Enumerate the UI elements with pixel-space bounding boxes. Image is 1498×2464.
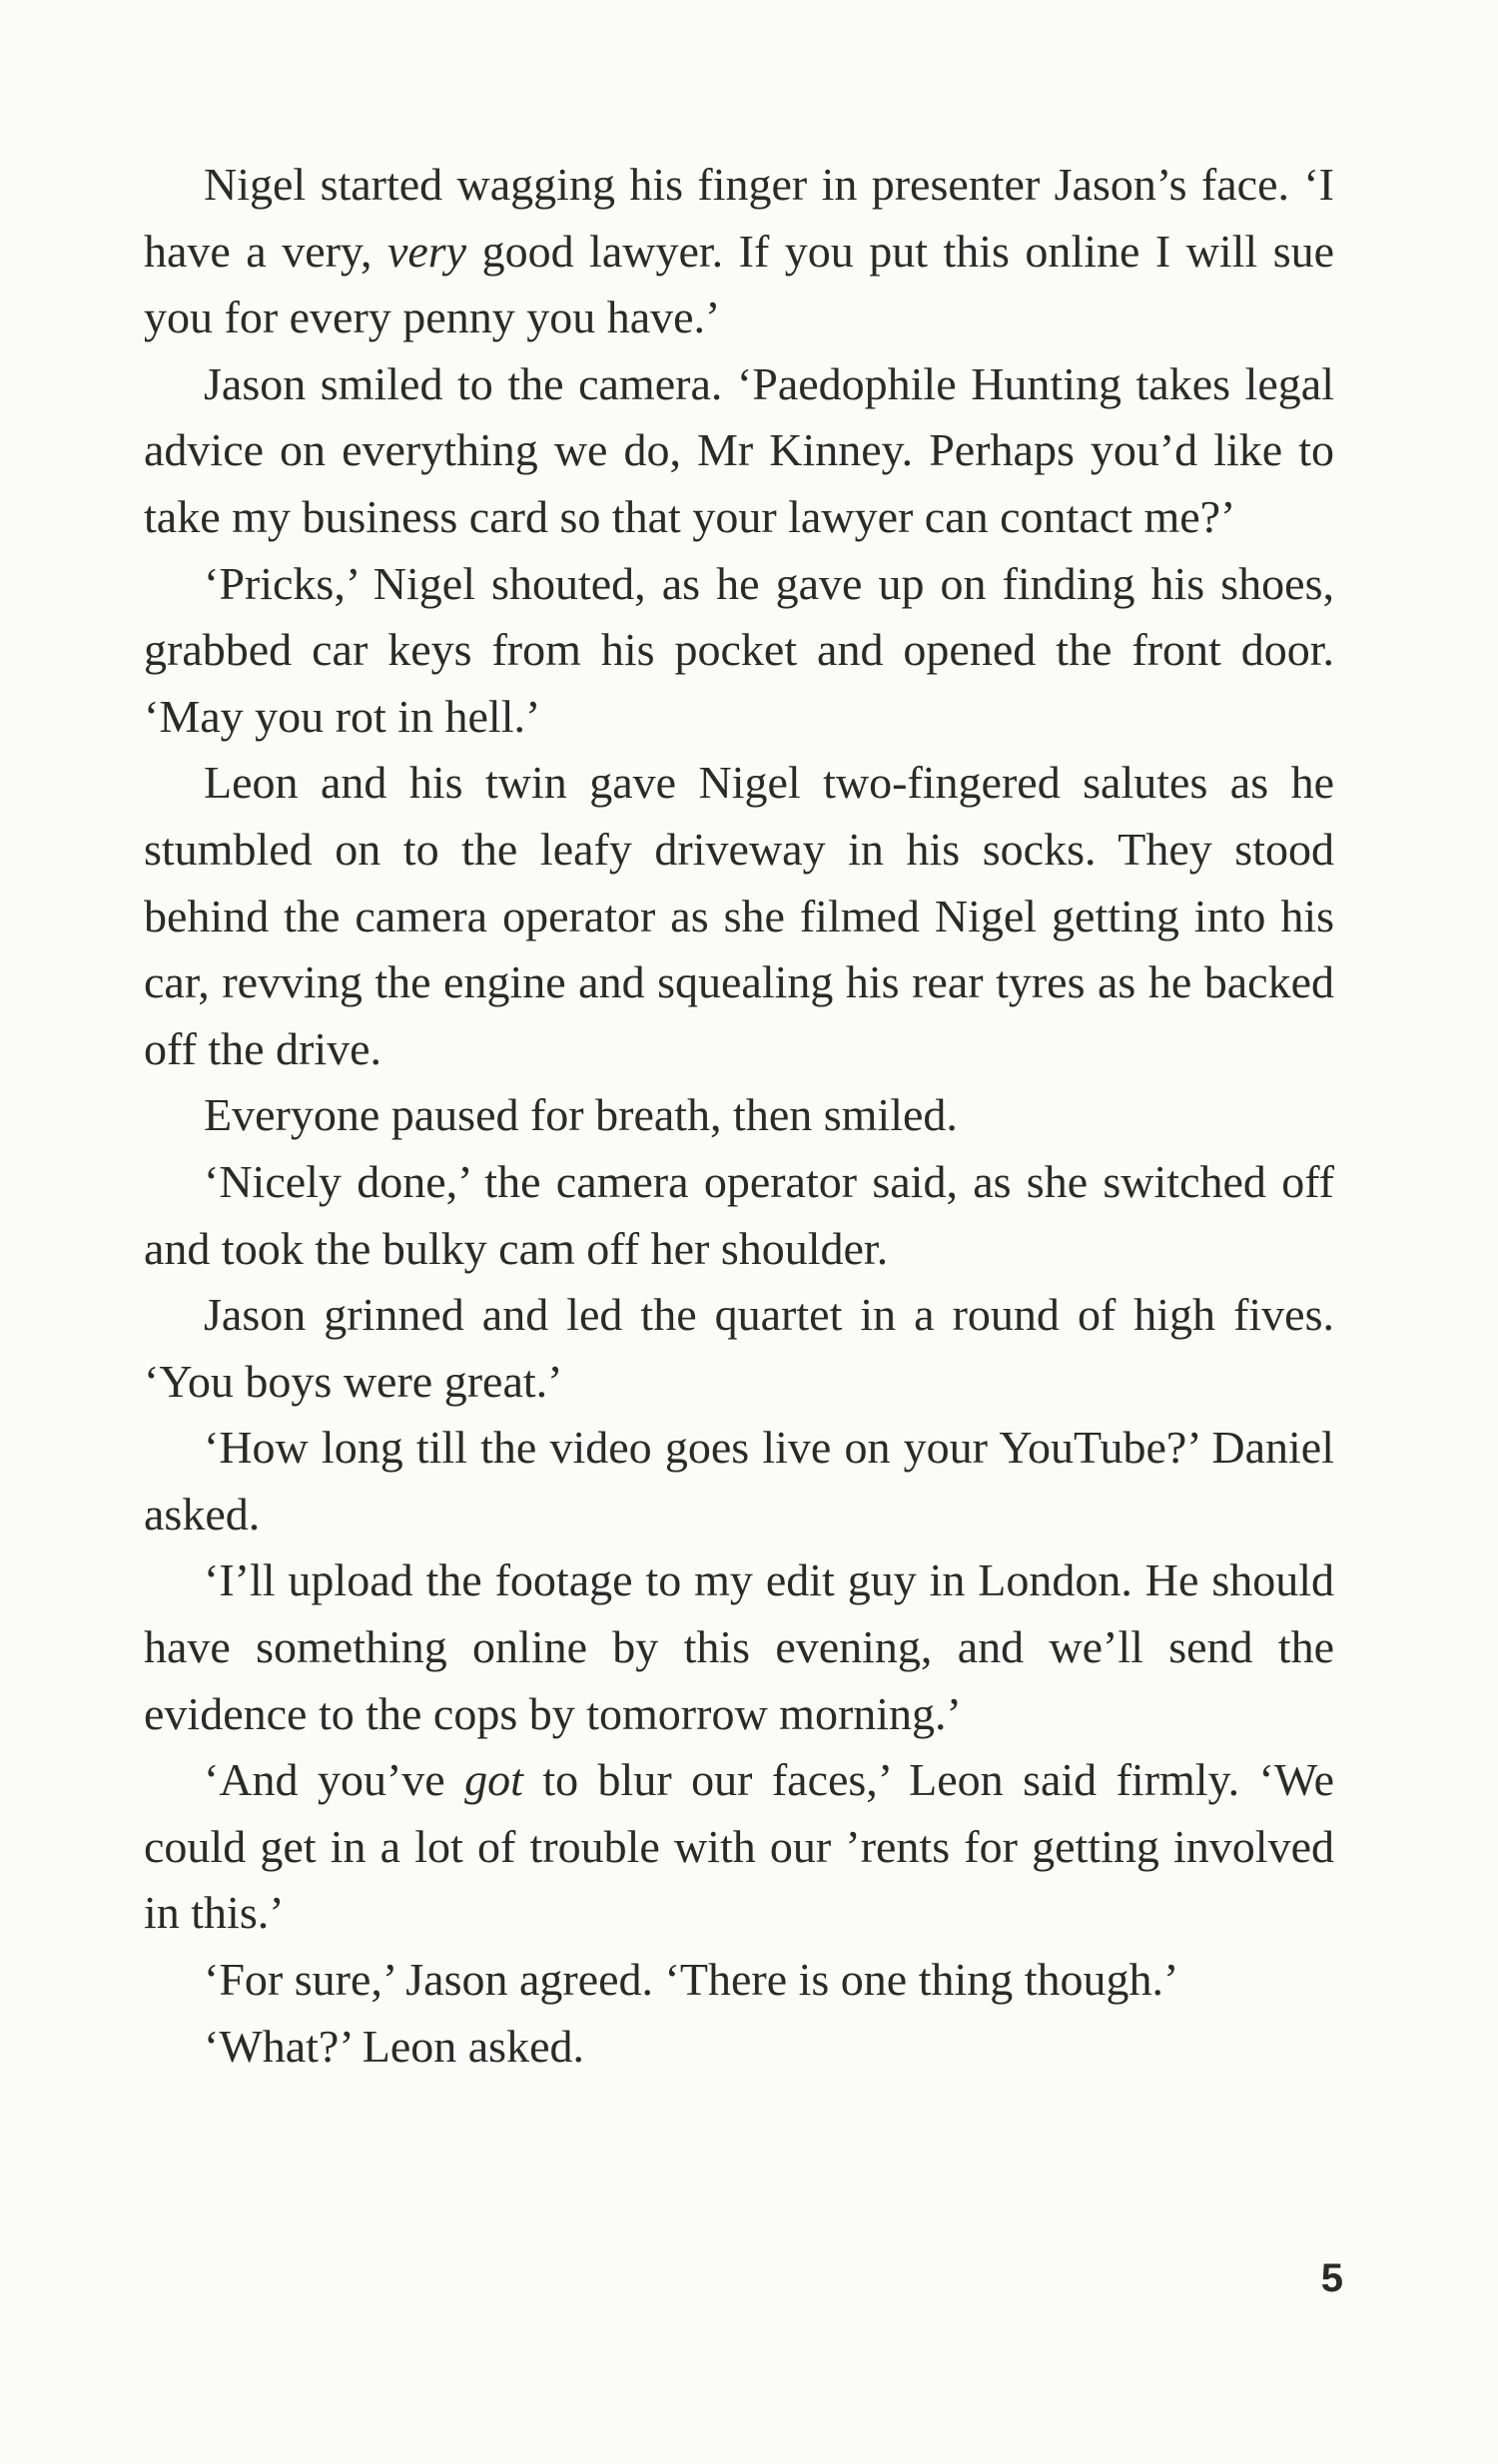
paragraph: Jason smiled to the camera. ‘Paedophile Hunting takes legal advice on everything we do, Mr Kinney. Perhaps you’d like to take my business card so that your lawyer can contact me?’: [144, 357, 1334, 542]
paragraph: Leon and his twin gave Nigel two-fingered salutes as he stumbled on to the leafy driveway in his socks. They stood behind the camera operator as she filmed Nigel getting into his car, revving the engine and squealing his rear tyres as he backed off the drive.: [144, 757, 1334, 1074]
paragraph: ‘What?’ Leon asked.: [204, 2020, 585, 2072]
paragraph: [144, 1747, 1334, 1947]
body-text: [144, 152, 1334, 2080]
paragraph-text-end: good lawyer. If you put this online I will sue you for every penny you have.’: [144, 225, 1335, 343]
paragraph: ‘Pricks,’ Nigel shouted, as he gave up on finding his shoes, grabbed car keys from his pocket and opened the front door. ‘May you rot in hell.’: [144, 557, 1334, 742]
paragraph: ‘For sure,’ Jason agreed. ‘There is one thing though.’: [204, 1954, 1179, 2006]
paragraph: ‘How long till the video goes live on your YouTube?’ Daniel asked.: [144, 1422, 1334, 1540]
paragraph: [144, 152, 1334, 351]
emphasis-text: got: [464, 1754, 523, 1806]
paragraph: Jason grinned and led the quartet in a round of high fives. ‘You boys were great.’: [144, 1289, 1334, 1407]
paragraph: ‘Nicely done,’ the camera operator said, as she switched off and took the bulky cam off her shoulder.: [144, 1155, 1334, 1274]
emphasis-text: very: [386, 225, 467, 277]
paragraph-text-end: to blur our faces,’ Leon said firmly. ‘We could get in a lot of trouble with our ’rents for getting involved in this.’: [144, 1754, 1334, 1939]
paragraph-text-start: ‘And you’ve: [204, 1754, 465, 1806]
paragraph: ‘I’ll upload the footage to my edit guy in London. He should have something online by this evening, and we’ll send the evidence to the cops by tomorrow morning.’: [144, 1554, 1334, 1739]
paragraph-text-start: Nigel started wagging his finger in presenter Jason’s face. ‘I have a very,: [144, 159, 1334, 277]
page-number: 5: [1320, 2256, 1343, 2300]
paragraph: Everyone paused for breath, then smiled.: [204, 1089, 958, 1141]
